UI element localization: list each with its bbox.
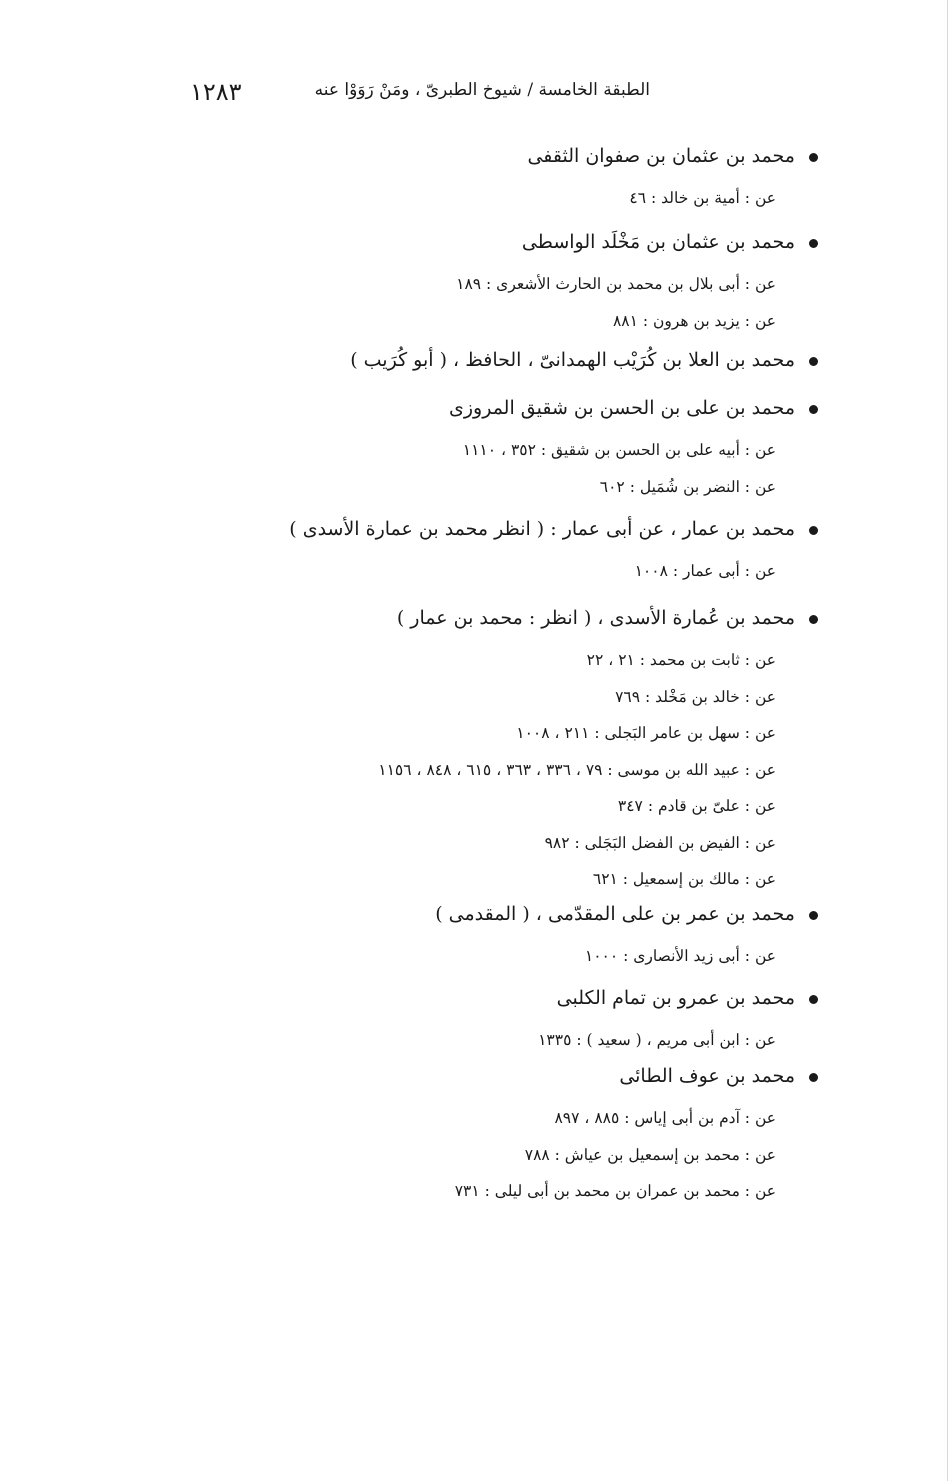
entry-name-row xyxy=(435,903,818,925)
running-title: الطبقة الخامسة / شيوخ الطبرىّ ، ومَنْ رَوَوْا عنه xyxy=(314,80,650,100)
entry-reference: عن : محمد بن عمران بن محمد بن أبى ليلى : ٧٣١ xyxy=(454,1182,776,1200)
entry-name-row xyxy=(522,231,818,253)
entry-name-row xyxy=(289,518,818,540)
entry-name-row xyxy=(527,145,818,167)
page-header xyxy=(190,78,650,110)
entry-reference: عن : يزيد بن هرون : ٨٨١ xyxy=(612,311,776,330)
bullet-icon xyxy=(809,405,818,414)
page-number: ١٢٨٣ xyxy=(190,78,242,106)
bullet-icon xyxy=(809,1073,818,1082)
bullet-icon xyxy=(809,357,818,366)
bullet-icon xyxy=(809,911,818,920)
entry-reference: عن : مالك بن إسمعيل : ٦٢١ xyxy=(592,870,776,888)
entry-reference: عن : أبى عمار : ١٠٠٨ xyxy=(634,562,776,580)
entry-name: محمد بن عمار ، عن أبى عمار : ( انظر محمد بن عمارة الأسدى ) xyxy=(289,518,795,540)
entry-name: محمد بن عُمارة الأسدى ، ( انظر : محمد بن عمار ) xyxy=(396,607,795,629)
entry-reference: عن : أبى زيد الأنصارى : ١٠٠٠ xyxy=(584,947,776,965)
entry-name-row xyxy=(350,349,818,371)
entry-name-row xyxy=(557,987,818,1009)
entry-name: محمد بن عثمان بن مَخْلَد الواسطى xyxy=(521,231,795,253)
bullet-icon xyxy=(809,239,818,248)
entry-name-row xyxy=(619,1065,818,1087)
entry-reference: عن : عبيد الله بن موسى : ٧٩ ، ٣٣٦ ، ٣٦٣ ، ٦١٥ ، ٨٤٨ ، ١١٥٦ xyxy=(378,760,776,779)
entry-reference: عن : أبيه على بن الحسن بن شقيق : ٣٥٢ ، ١١١٠ xyxy=(462,441,776,459)
entry-name-row xyxy=(397,607,818,629)
bullet-icon xyxy=(809,153,818,162)
entry-reference: عن : النضر بن شُمَيل : ٦٠٢ xyxy=(599,477,776,496)
bullet-icon xyxy=(809,526,818,535)
entry-reference: عن : محمد بن إسمعيل بن عياش : ٧٨٨ xyxy=(524,1145,776,1164)
entry-name: محمد بن عثمان بن صفوان الثقفى xyxy=(527,145,795,167)
entry-reference: عن : خالد بن مَخْلد : ٧٦٩ xyxy=(615,687,776,706)
entry-name: محمد بن العلا بن كُرَيْب الهمدانىّ ، الحافظ ، ( أبو كُرَيب ) xyxy=(350,349,795,371)
entry-reference: عن : علىّ بن قادم : ٣٤٧ xyxy=(617,797,776,815)
entry-name-row xyxy=(449,397,818,419)
entry-name: محمد بن عمر بن على المقدّمى ، ( المقدمى ) xyxy=(435,903,795,925)
entry-reference: عن : ابن أبى مريم ، ( سعيد ) : ١٣٣٥ xyxy=(538,1031,776,1049)
entry-name: محمد بن عمرو بن تمام الكلبى xyxy=(556,987,795,1009)
entry-reference: عن : سهل بن عامر البَجلى : ٢١١ ، ١٠٠٨ xyxy=(516,724,776,742)
entry-reference: عن : آدم بن أبى إياس : ٨٨٥ ، ٨٩٧ xyxy=(554,1109,776,1127)
entry-reference: عن : ثابت بن محمد : ٢١ ، ٢٢ xyxy=(586,651,776,669)
bullet-icon xyxy=(809,615,818,624)
entry-name: محمد بن على بن الحسن بن شقيق المروزى xyxy=(448,397,795,419)
bullet-icon xyxy=(809,995,818,1004)
entry-reference: عن : الفيض بن الفضل البَجَلى : ٩٨٢ xyxy=(544,833,776,852)
entry-reference: عن : أمية بن خالد : ٤٦ xyxy=(629,189,776,207)
entry-name: محمد بن عوف الطائى xyxy=(619,1065,795,1087)
entry-reference: عن : أبى بلال بن محمد بن الحارث الأشعرى : ١٨٩ xyxy=(456,275,776,293)
